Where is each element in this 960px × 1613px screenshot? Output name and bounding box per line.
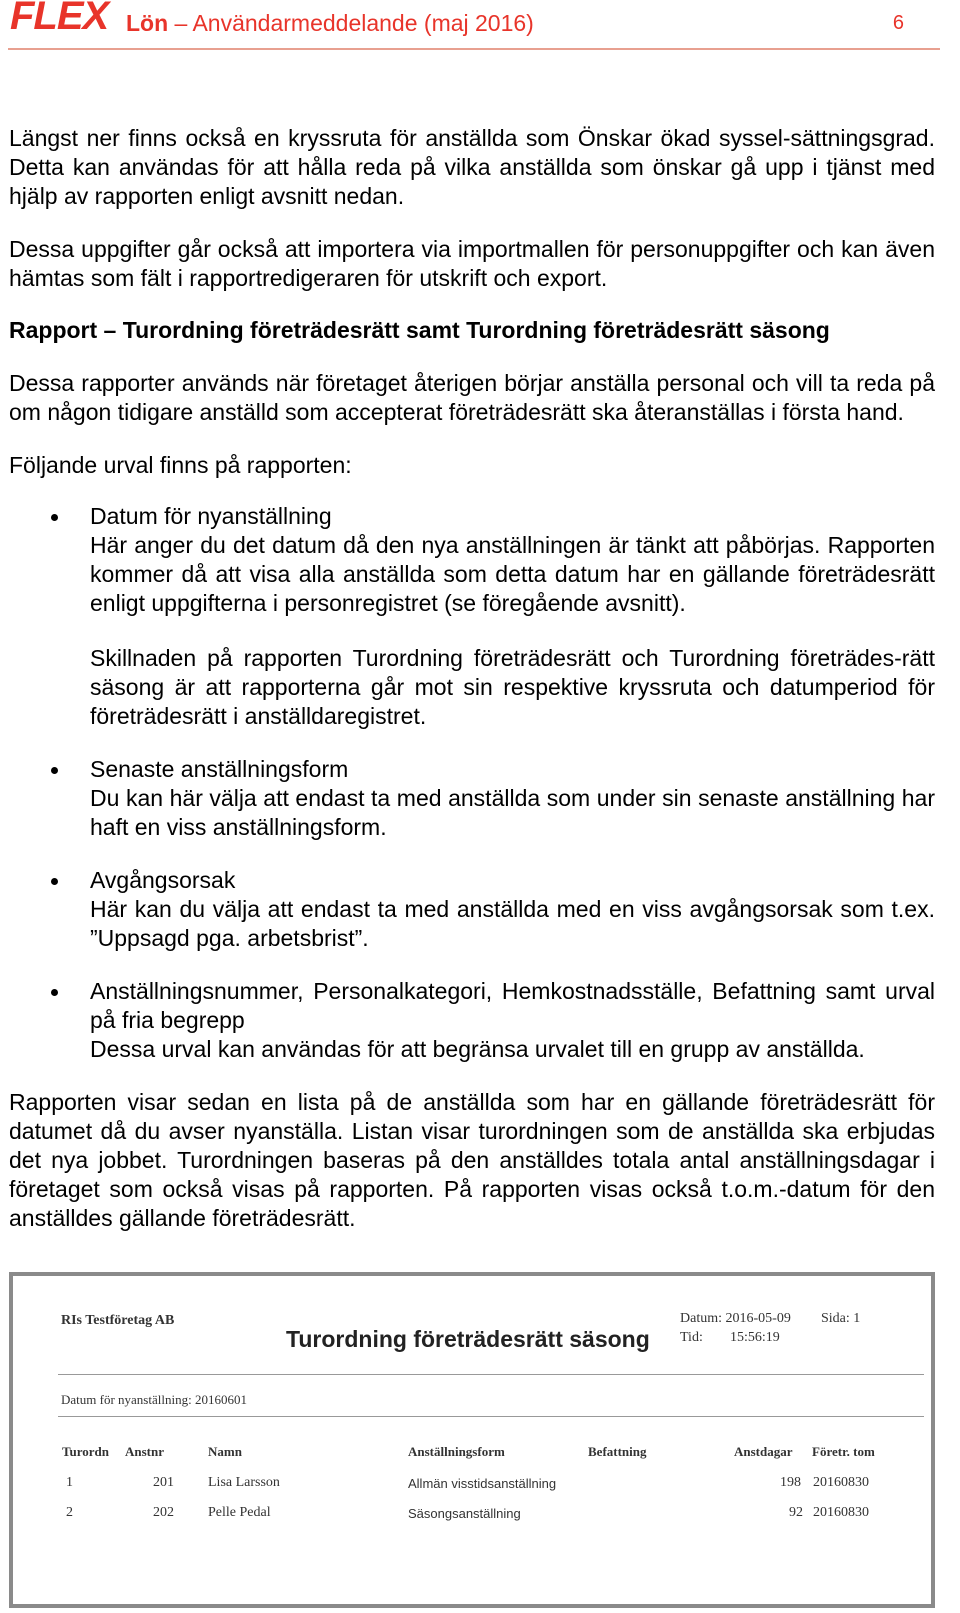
list-item-title: Datum för nyanställning: [90, 503, 332, 529]
bullet-icon: [51, 989, 58, 996]
table-cell: 20160830: [813, 1505, 869, 1520]
column-header: Namn: [208, 1444, 242, 1459]
report-screenshot: [9, 1272, 935, 1608]
paragraph-5: Rapporten visar sedan en lista på de anställda som har en gällande företrädesrätt för datumet då du avser nyanställa. Listan visar turordningen som de anställda ska erbjudas det nya jobbet. Turordningen baseras på den anställdes totala antal anställningsdagar i företaget som också visas på rapporten. På rapporten visas också t.o.m.-datum för den anställdes gällande företrädesrätt.: [9, 1089, 935, 1231]
column-header: Anställningsform: [408, 1444, 505, 1459]
table-cell: Lisa Larsson: [208, 1475, 280, 1490]
list-item-extra: Skillnaden på rapporten Turordning företrädesrätt och Turordning företrädes-rätt säsong är att rapporterna går mot sin respektive kryssruta och datumperiod för företrädesrätt i anställdaregistret.: [90, 645, 935, 729]
bullet-icon: [51, 767, 58, 774]
paragraph-1: Längst ner finns också en kryssruta för anställda som Önskar ökad syssel-sättningsgrad. Detta kan användas för att hålla reda på vilka anställda som önskar gå upp i tjänst med hjälp av rapporten enligt avsnitt nedan.: [9, 125, 935, 209]
list-item: [9, 977, 935, 1064]
paragraph-4: Följande urval finns på rapporten:: [9, 452, 352, 478]
list-item-text: Här kan du välja att endast ta med anställda med en viss avgångsorsak som t.ex. ”Uppsagd pga. arbetsbrist”.: [90, 896, 935, 951]
bullet-icon: [51, 878, 58, 885]
report-time-label: Tid:: [680, 1330, 703, 1345]
column-header: Turordn: [62, 1444, 109, 1459]
document-body: [9, 124, 935, 1233]
criteria-list: [9, 502, 935, 1064]
paragraph-2: Dessa uppgifter går också att importera via importmallen för personuppgifter och kan även hämtas som fält i rapportredigeraren för utskrift och export.: [9, 236, 935, 291]
column-header: Anstdagar: [734, 1444, 793, 1459]
table-cell: 198: [780, 1475, 801, 1490]
header-title-rest: – Användarmeddelande (maj 2016): [168, 10, 534, 36]
header-title: [126, 10, 534, 37]
table-cell: 201: [153, 1475, 174, 1490]
report-title: Turordning företrädesrätt säsong: [286, 1326, 650, 1352]
table-cell: Allmän visstidsanställning: [408, 1476, 557, 1491]
column-header: Befattning: [588, 1444, 647, 1459]
report-time-value: 15:56:19: [730, 1330, 780, 1345]
list-item: [9, 866, 935, 953]
bullet-icon: [51, 514, 58, 521]
table-cell: Pelle Pedal: [208, 1505, 271, 1520]
list-item-text: Du kan här välja att endast ta med anställda som under sin senaste anställning har haft en viss anställningsform.: [90, 785, 935, 840]
flex-logo: FLEX: [10, 0, 109, 38]
report-page: Sida: 1: [821, 1311, 861, 1326]
table-cell: 1: [66, 1475, 73, 1490]
list-item: [9, 755, 935, 842]
column-header: Företr. tom: [812, 1444, 875, 1459]
report-divider: [58, 1416, 924, 1417]
list-item-text: Här anger du det datum då den nya anställningen är tänkt att påbörjas. Rapporten kommer då att visa alla anställda som detta datum har en gällande företrädesrätt enligt uppgifterna i personregistret (se föregående avsnitt).: [90, 532, 935, 616]
report-divider: [58, 1374, 924, 1375]
column-header: Anstnr: [125, 1444, 165, 1459]
list-item-text: Dessa urval kan användas för att begränsa urvalet till en grupp av anställda.: [90, 1036, 865, 1062]
list-item-title: Anställningsnummer, Personalkategori, Hemkostnadsställe, Befattning samt urval på fria begrepp: [90, 978, 935, 1033]
table-cell: 20160830: [813, 1475, 869, 1490]
section-heading: Rapport – Turordning företrädesrätt samt Turordning företrädesrätt säsong: [9, 317, 830, 343]
list-item-title: Avgångsorsak: [90, 867, 236, 893]
report-filter: Datum för nyanställning: 20160601: [61, 1392, 247, 1407]
list-item-title: Senaste anställningsform: [90, 756, 349, 782]
paragraph-3: Dessa rapporter används när företaget återigen börjar anställa personal och vill ta reda på om någon tidigare anställd som accepterat företrädesrätt ska återanställas i första hand.: [9, 370, 935, 425]
header-title-bold: Lön: [126, 10, 169, 36]
page-header: [8, 0, 940, 50]
table-cell: 92: [789, 1505, 803, 1520]
report-date: Datum: 2016-05-09: [680, 1311, 791, 1326]
table-cell: 202: [153, 1505, 174, 1520]
report-company: RIs Testföretag AB: [61, 1313, 175, 1328]
table-cell: 2: [66, 1505, 73, 1520]
page-number: 6: [892, 12, 904, 34]
list-item: [9, 502, 935, 731]
table-cell: Säsongsanställning: [408, 1506, 521, 1521]
